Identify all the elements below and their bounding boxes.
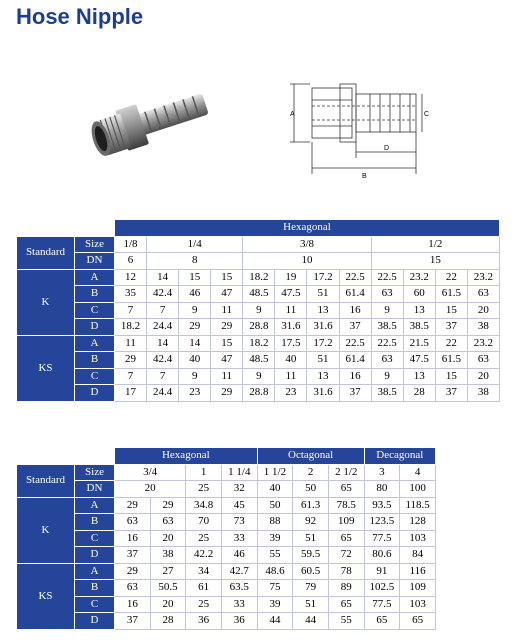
value-cell: 103 — [400, 530, 436, 547]
value-cell: 65 — [328, 530, 364, 547]
value-cell: 24.4 — [147, 319, 179, 336]
value-cell: 37 — [339, 319, 371, 336]
value-cell: 20 — [150, 596, 186, 613]
value-cell: 29 — [115, 497, 151, 514]
value-cell: 29 — [115, 563, 151, 580]
dimension-cell: A — [75, 563, 115, 580]
value-cell: 47.5 — [275, 286, 307, 303]
value-cell: 50.5 — [150, 580, 186, 597]
value-cell: 50 — [257, 497, 293, 514]
value-cell: 48.6 — [257, 563, 293, 580]
dimension-cell: C — [75, 596, 115, 613]
drawing-label-b: B — [362, 173, 367, 180]
size-cell: 4 — [400, 464, 436, 481]
value-cell: 109 — [328, 514, 364, 531]
table-row — [17, 497, 436, 514]
table-row — [17, 596, 436, 613]
dimension-drawing — [280, 70, 430, 185]
standard-cell: KS — [17, 563, 75, 629]
value-cell: 61.4 — [339, 286, 371, 303]
value-cell: 42.4 — [147, 352, 179, 369]
value-cell: 63 — [115, 514, 151, 531]
value-cell: 19 — [275, 269, 307, 286]
standard-cell: KS — [17, 335, 75, 401]
group-header-octagonal: Octagonal — [257, 448, 364, 465]
size-cell: 1 — [186, 464, 222, 481]
value-cell: 37 — [339, 385, 371, 402]
group-header-hexagonal: Hexagonal — [115, 448, 258, 465]
value-cell: 15 — [179, 269, 211, 286]
value-cell: 80.6 — [364, 547, 400, 564]
value-cell: 23.2 — [403, 269, 435, 286]
table-row — [17, 286, 500, 303]
dimension-cell: B — [75, 580, 115, 597]
size-header: Size — [75, 236, 115, 253]
value-cell: 23 — [275, 385, 307, 402]
table-row — [17, 335, 500, 352]
table-row — [17, 530, 436, 547]
value-cell: 75 — [257, 580, 293, 597]
value-cell: 24.4 — [147, 385, 179, 402]
standard-header: Standard — [17, 236, 75, 269]
value-cell: 11 — [115, 335, 147, 352]
value-cell: 128 — [400, 514, 436, 531]
value-cell: 55 — [257, 547, 293, 564]
value-cell: 40 — [179, 352, 211, 369]
value-cell: 118.5 — [400, 497, 436, 514]
size-cell: 1/2 — [371, 236, 499, 253]
value-cell: 20 — [467, 368, 499, 385]
value-cell: 109 — [400, 580, 436, 597]
value-cell: 36 — [221, 613, 257, 630]
value-cell: 36 — [186, 613, 222, 630]
dimension-cell: D — [75, 385, 115, 402]
value-cell: 93.5 — [364, 497, 400, 514]
value-cell: 63 — [115, 580, 151, 597]
value-cell: 22.5 — [339, 269, 371, 286]
value-cell: 13 — [307, 368, 339, 385]
dn-cell: 100 — [400, 481, 436, 498]
value-cell: 51 — [293, 530, 329, 547]
standard-cell: K — [17, 497, 75, 563]
dimension-cell: A — [75, 497, 115, 514]
drawing-label-c: C — [424, 111, 430, 118]
value-cell: 25 — [186, 596, 222, 613]
value-cell: 15 — [211, 269, 243, 286]
table-row — [17, 563, 436, 580]
value-cell: 33 — [221, 530, 257, 547]
value-cell: 46 — [221, 547, 257, 564]
value-cell: 123.5 — [364, 514, 400, 531]
value-cell: 70 — [186, 514, 222, 531]
value-cell: 78.5 — [328, 497, 364, 514]
group-header-hexagonal: Hexagonal — [115, 220, 500, 237]
value-cell: 51 — [307, 286, 339, 303]
value-cell: 37 — [435, 385, 467, 402]
value-cell: 34.8 — [186, 497, 222, 514]
value-cell: 18.2 — [243, 269, 275, 286]
value-cell: 28.8 — [243, 319, 275, 336]
table-row — [17, 269, 500, 286]
value-cell: 31.6 — [307, 385, 339, 402]
dimension-cell: A — [75, 269, 115, 286]
table-body — [17, 497, 436, 629]
value-cell: 47.5 — [403, 352, 435, 369]
value-cell: 28 — [150, 613, 186, 630]
value-cell: 45 — [221, 497, 257, 514]
table-row — [17, 514, 436, 531]
dimension-cell: D — [75, 547, 115, 564]
value-cell: 14 — [147, 335, 179, 352]
value-cell: 25 — [186, 530, 222, 547]
dimension-cell: B — [75, 286, 115, 303]
dn-cell: 20 — [115, 481, 186, 498]
value-cell: 40 — [275, 352, 307, 369]
size-header: Size — [75, 464, 115, 481]
value-cell: 29 — [115, 352, 147, 369]
value-cell: 63 — [371, 286, 403, 303]
value-cell: 22.5 — [371, 335, 403, 352]
value-cell: 63 — [371, 352, 403, 369]
dimension-cell: B — [75, 514, 115, 531]
value-cell: 38 — [467, 319, 499, 336]
value-cell: 16 — [115, 596, 151, 613]
value-cell: 27 — [150, 563, 186, 580]
value-cell: 9 — [243, 368, 275, 385]
value-cell: 37 — [115, 547, 151, 564]
value-cell: 11 — [211, 368, 243, 385]
value-cell: 79 — [293, 580, 329, 597]
value-cell: 60 — [403, 286, 435, 303]
size-cell: 1/4 — [147, 236, 243, 253]
value-cell: 39 — [257, 530, 293, 547]
dimension-cell: C — [75, 530, 115, 547]
value-cell: 77.5 — [364, 530, 400, 547]
value-cell: 47 — [211, 352, 243, 369]
value-cell: 28 — [403, 385, 435, 402]
value-cell: 46 — [179, 286, 211, 303]
value-cell: 59.5 — [293, 547, 329, 564]
size-cell: 3/4 — [115, 464, 186, 481]
value-cell: 61.5 — [435, 352, 467, 369]
dn-header: DN — [75, 253, 115, 270]
dn-cell: 50 — [293, 481, 329, 498]
dn-cell: 80 — [364, 481, 400, 498]
value-cell: 44 — [257, 613, 293, 630]
value-cell: 72 — [328, 547, 364, 564]
value-cell: 13 — [403, 368, 435, 385]
group-header-decagonal: Decagonal — [364, 448, 435, 465]
value-cell: 38 — [150, 547, 186, 564]
value-cell: 63 — [467, 352, 499, 369]
value-cell: 48.5 — [243, 352, 275, 369]
dimension-cell: C — [75, 302, 115, 319]
spec-table-large — [16, 447, 436, 630]
value-cell: 7 — [115, 302, 147, 319]
value-cell: 91 — [364, 563, 400, 580]
value-cell: 18.2 — [243, 335, 275, 352]
value-cell: 38.5 — [403, 319, 435, 336]
value-cell: 38.5 — [371, 319, 403, 336]
value-cell: 65 — [328, 596, 364, 613]
value-cell: 9 — [179, 302, 211, 319]
value-cell: 13 — [307, 302, 339, 319]
dimension-cell: D — [75, 319, 115, 336]
value-cell: 42.2 — [186, 547, 222, 564]
value-cell: 102.5 — [364, 580, 400, 597]
value-cell: 39 — [257, 596, 293, 613]
value-cell: 63.5 — [221, 580, 257, 597]
value-cell: 89 — [328, 580, 364, 597]
drawing-label-d: D — [384, 145, 390, 152]
value-cell: 84 — [400, 547, 436, 564]
value-cell: 60.5 — [293, 563, 329, 580]
value-cell: 14 — [179, 335, 211, 352]
dimension-cell: C — [75, 368, 115, 385]
value-cell: 51 — [307, 352, 339, 369]
drawing-label-a: A — [290, 111, 295, 118]
value-cell: 22 — [435, 335, 467, 352]
table-row — [17, 580, 436, 597]
value-cell: 63 — [150, 514, 186, 531]
dn-cell: 8 — [147, 253, 243, 270]
size-cell: 1 1/4 — [221, 464, 257, 481]
value-cell: 17.5 — [275, 335, 307, 352]
value-cell: 16 — [115, 530, 151, 547]
value-cell: 38 — [467, 385, 499, 402]
value-cell: 20 — [467, 302, 499, 319]
value-cell: 33 — [221, 596, 257, 613]
dn-cell: 6 — [115, 253, 147, 270]
value-cell: 61.3 — [293, 497, 329, 514]
value-cell: 44 — [293, 613, 329, 630]
value-cell: 14 — [147, 269, 179, 286]
value-cell: 42.7 — [221, 563, 257, 580]
value-cell: 17.2 — [307, 269, 339, 286]
value-cell: 116 — [400, 563, 436, 580]
value-cell: 22.5 — [371, 269, 403, 286]
value-cell: 21.5 — [403, 335, 435, 352]
value-cell: 11 — [275, 302, 307, 319]
value-cell: 17 — [115, 385, 147, 402]
value-cell: 48.5 — [243, 286, 275, 303]
value-cell: 29 — [150, 497, 186, 514]
value-cell: 73 — [221, 514, 257, 531]
dimension-cell: A — [75, 335, 115, 352]
standard-cell: K — [17, 269, 75, 335]
value-cell: 88 — [257, 514, 293, 531]
value-cell: 23.2 — [467, 335, 499, 352]
value-cell: 61.4 — [339, 352, 371, 369]
table-row — [17, 352, 500, 369]
value-cell: 9 — [243, 302, 275, 319]
size-cell: 2 1/2 — [328, 464, 364, 481]
value-cell: 7 — [147, 302, 179, 319]
spec-table-small — [16, 219, 500, 402]
value-cell: 9 — [371, 302, 403, 319]
standard-header: Standard — [17, 464, 75, 497]
size-cell: 3 — [364, 464, 400, 481]
value-cell: 29 — [211, 385, 243, 402]
value-cell: 28.8 — [243, 385, 275, 402]
size-cell: 2 — [293, 464, 329, 481]
value-cell: 7 — [115, 368, 147, 385]
value-cell: 103 — [400, 596, 436, 613]
value-cell: 37 — [115, 613, 151, 630]
value-cell: 34 — [186, 563, 222, 580]
value-cell: 7 — [147, 368, 179, 385]
hose-nipple-photo — [88, 82, 218, 172]
value-cell: 23.2 — [467, 269, 499, 286]
size-cell: 1 1/2 — [257, 464, 293, 481]
value-cell: 16 — [339, 302, 371, 319]
value-cell: 38.5 — [371, 385, 403, 402]
value-cell: 61 — [186, 580, 222, 597]
value-cell: 63 — [467, 286, 499, 303]
value-cell: 31.6 — [307, 319, 339, 336]
page-title: Hose Nipple — [16, 4, 144, 29]
dimension-cell: D — [75, 613, 115, 630]
value-cell: 22.5 — [339, 335, 371, 352]
value-cell: 65 — [400, 613, 436, 630]
value-cell: 78 — [328, 563, 364, 580]
value-cell: 9 — [179, 368, 211, 385]
dn-cell: 10 — [243, 253, 371, 270]
dn-cell: 15 — [371, 253, 499, 270]
table-row — [17, 385, 500, 402]
dn-header: DN — [75, 481, 115, 498]
value-cell: 29 — [179, 319, 211, 336]
value-cell: 15 — [435, 302, 467, 319]
value-cell: 37 — [435, 319, 467, 336]
size-cell: 1/8 — [115, 236, 147, 253]
table-row — [17, 302, 500, 319]
table-row — [17, 368, 500, 385]
value-cell: 23 — [179, 385, 211, 402]
value-cell: 29 — [211, 319, 243, 336]
table-row — [17, 319, 500, 336]
dn-cell: 32 — [221, 481, 257, 498]
value-cell: 9 — [371, 368, 403, 385]
value-cell: 61.5 — [435, 286, 467, 303]
value-cell: 12 — [115, 269, 147, 286]
value-cell: 18.2 — [115, 319, 147, 336]
value-cell: 35 — [115, 286, 147, 303]
value-cell: 15 — [435, 368, 467, 385]
value-cell: 77.5 — [364, 596, 400, 613]
value-cell: 15 — [211, 335, 243, 352]
value-cell: 51 — [293, 596, 329, 613]
value-cell: 11 — [275, 368, 307, 385]
value-cell: 22 — [435, 269, 467, 286]
dn-cell: 40 — [257, 481, 293, 498]
value-cell: 20 — [150, 530, 186, 547]
size-cell: 3/8 — [243, 236, 371, 253]
value-cell: 13 — [403, 302, 435, 319]
table-body — [17, 269, 500, 401]
value-cell: 11 — [211, 302, 243, 319]
value-cell: 92 — [293, 514, 329, 531]
table-row — [17, 547, 436, 564]
value-cell: 65 — [364, 613, 400, 630]
dn-cell: 25 — [186, 481, 222, 498]
table-row — [17, 613, 436, 630]
dimension-cell: B — [75, 352, 115, 369]
value-cell: 17.2 — [307, 335, 339, 352]
value-cell: 31.6 — [275, 319, 307, 336]
value-cell: 16 — [339, 368, 371, 385]
value-cell: 42.4 — [147, 286, 179, 303]
dn-cell: 65 — [328, 481, 364, 498]
value-cell: 55 — [328, 613, 364, 630]
value-cell: 47 — [211, 286, 243, 303]
